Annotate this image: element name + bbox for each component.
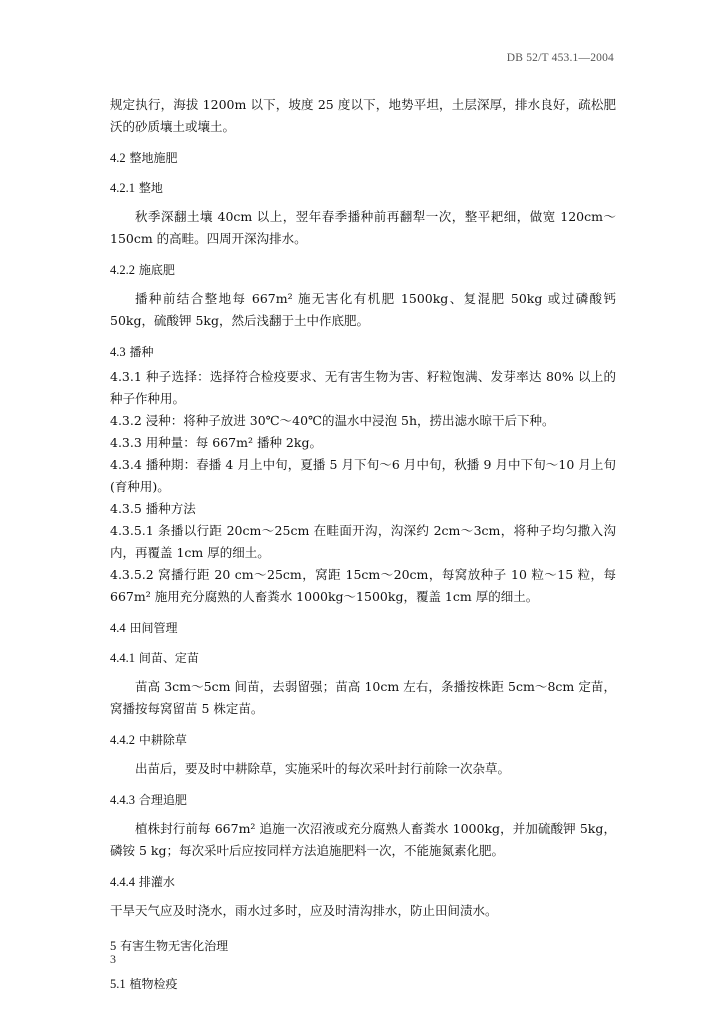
section-heading-4-4-4 bbox=[110, 872, 616, 892]
section-number: 4.2.1 bbox=[110, 181, 135, 195]
section-number: 4.4.3 bbox=[110, 793, 135, 807]
section-title: 有害生物无害化治理 bbox=[120, 939, 229, 953]
section-heading-5 bbox=[110, 936, 616, 956]
section-title: 施底肥 bbox=[138, 263, 175, 277]
section-title: 间苗、定苗 bbox=[138, 651, 199, 665]
section-title: 排灌水 bbox=[138, 875, 175, 889]
section-title: 中耕除草 bbox=[138, 733, 187, 747]
body-paragraph: 4.3.1 种子选择：选择符合检疫要求、无有害生物为害、籽粒饱满、发芽率达 80% 以上的种子作种用。 bbox=[110, 369, 616, 406]
section-title: 播种 bbox=[129, 345, 154, 359]
section-heading-4-2-2 bbox=[110, 260, 616, 280]
section-number: 4.4.4 bbox=[110, 875, 135, 889]
section-heading-4-4-1 bbox=[110, 648, 616, 668]
section-heading-4-4 bbox=[110, 618, 616, 638]
body-paragraph: 4.3.2 浸种：将种子放进 30℃～40℃的温水中浸泡 5h，捞出滤水晾干后下种。 bbox=[110, 413, 555, 428]
section-heading-4-2 bbox=[110, 148, 616, 168]
section-number: 4.2 bbox=[110, 151, 126, 165]
body-paragraph: 苗高 3cm～5cm 间苗，去弱留强；苗高 10cm 左右，条播按株距 5cm～8cm 定苗，窝播按每窝留苗 5 株定苗。 bbox=[110, 679, 616, 716]
section-heading-4-4-3 bbox=[110, 790, 616, 810]
section-heading-4-4-2 bbox=[110, 730, 616, 750]
section-title: 整地施肥 bbox=[129, 151, 178, 165]
section-title: 植物检疫 bbox=[129, 977, 178, 991]
standard-code-header: DB 52/T 453.1—2004 bbox=[506, 52, 614, 64]
section-heading-5-1 bbox=[110, 974, 616, 994]
body-paragraph: 播种前结合整地每 667m² 施无害化有机肥 1500kg、复混肥 50kg 或过磷酸钙 50kg，硫酸钾 5kg，然后浅翻于土中作底肥。 bbox=[110, 291, 616, 328]
body-paragraph: 4.3.3 用种量：每 667m² 播种 2kg。 bbox=[110, 435, 322, 450]
section-number: 4.4 bbox=[110, 621, 126, 635]
body-paragraph: 植株封行前每 667m² 追施一次沼液或充分腐熟人畜粪水 1000kg，并加硫酸钾 5kg，磷铵 5 kg；每次采叶后应按同样方法追施肥料一次，不能施氮素化肥。 bbox=[110, 821, 616, 858]
body-paragraph: 4.3.4 播种期：春播 4 月上中旬，夏播 5 月下旬～6 月中旬，秋播 9 月中下旬～10 月上旬(育种用)。 bbox=[110, 457, 616, 494]
section-title: 合理追肥 bbox=[138, 793, 187, 807]
section-heading-4-2-1 bbox=[110, 178, 616, 198]
section-title: 整地 bbox=[138, 181, 163, 195]
section-number: 4.2.2 bbox=[110, 263, 135, 277]
body-paragraph: 干旱天气应及时浇水，雨水过多时，应及时清沟排水，防止田间渍水。 bbox=[110, 903, 498, 918]
section-number: 4.4.2 bbox=[110, 733, 135, 747]
body-paragraph: 4.3.5 播种方法 bbox=[110, 501, 196, 516]
body-paragraph: 4.3.5.1 条播以行距 20cm～25cm 在畦面开沟，沟深约 2cm～3cm，将种子均匀撒入沟内，再覆盖 1cm 厚的细土。 bbox=[110, 523, 616, 560]
body-paragraph: 出苗后，要及时中耕除草，实施采叶的每次采叶封行前除一次杂草。 bbox=[135, 761, 511, 776]
section-number: 4.4.1 bbox=[110, 651, 135, 665]
document-body bbox=[110, 94, 616, 998]
section-number: 5.1 bbox=[110, 977, 126, 991]
body-paragraph: 规定执行，海拔 1200m 以下，坡度 25 度以下，地势平坦，土层深厚，排水良好，疏松肥沃的砂质壤土或壤土。 bbox=[110, 97, 616, 134]
section-title: 田间管理 bbox=[129, 621, 178, 635]
section-number: 5 bbox=[110, 939, 117, 953]
body-paragraph: 4.3.5.2 窝播行距 20 cm～25cm，窝距 15cm～20cm，每窝放种子 10 粒～15 粒，每 667m² 施用充分腐熟的人畜粪水 1000kg～1500kg，覆盖 1cm 厚的细土。 bbox=[110, 567, 616, 604]
page-number: 3 bbox=[110, 952, 116, 966]
section-number: 4.3 bbox=[110, 345, 126, 359]
body-paragraph: 秋季深翻土壤 40cm 以上，翌年春季播种前再翻犁一次，整平耙细，做宽 120cm～150cm 的高畦。四周开深沟排水。 bbox=[110, 209, 616, 246]
section-heading-4-3 bbox=[110, 342, 616, 362]
